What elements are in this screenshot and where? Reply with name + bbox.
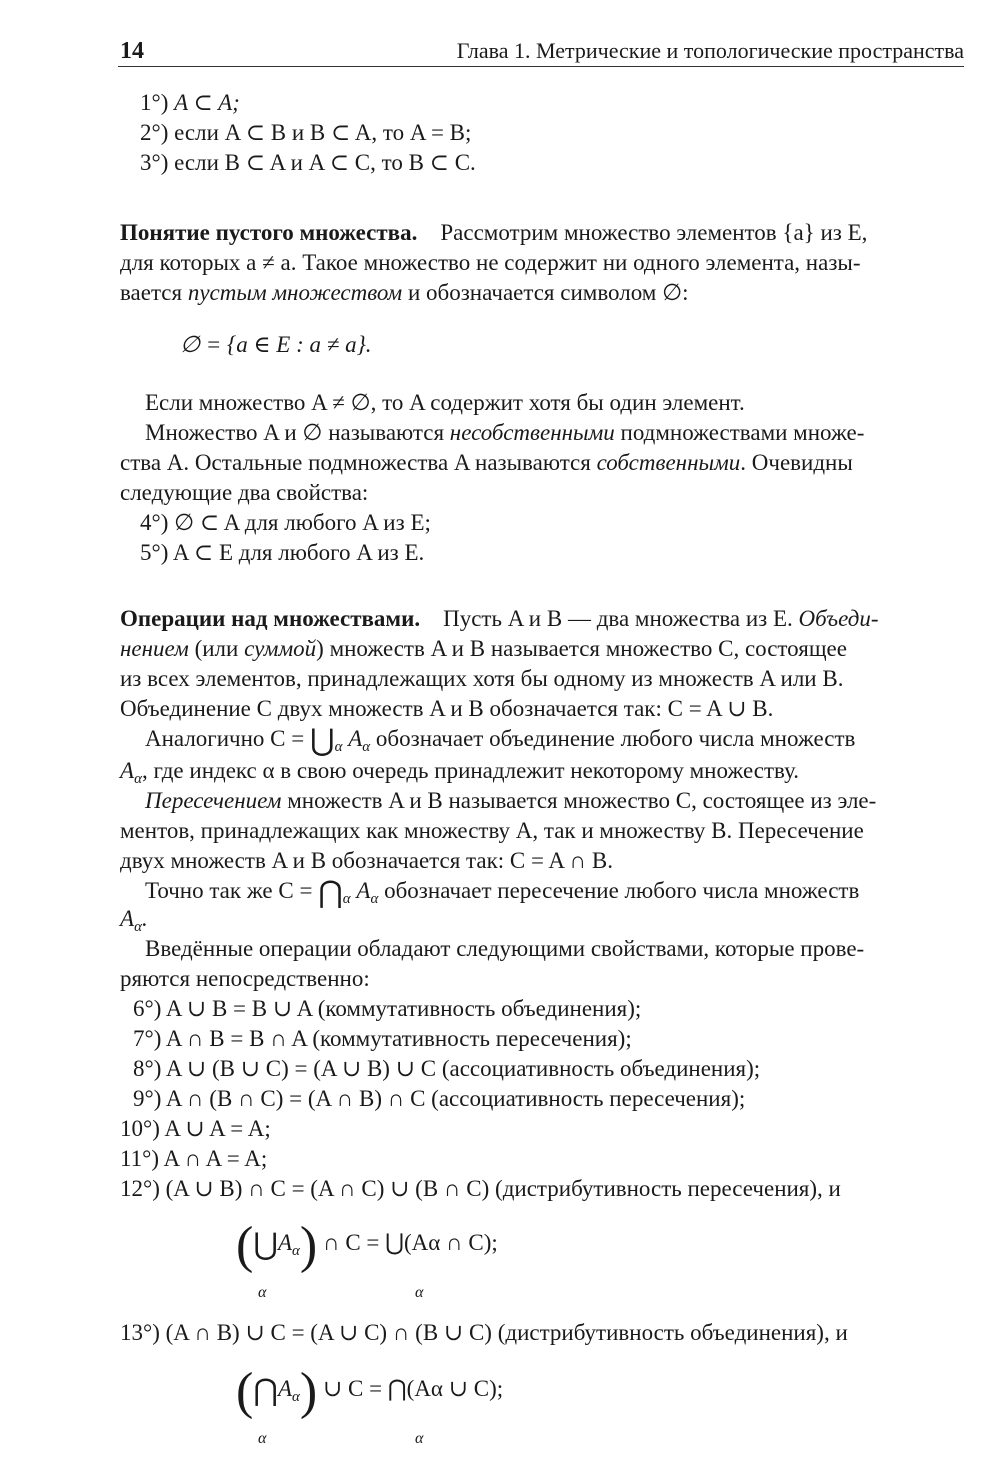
alpha-subscript: α [334,739,343,755]
operations-line10 [145,876,859,914]
chapter-title: Глава 1. Метрические и топологические пространства [456,38,964,63]
property-1 [140,88,240,118]
property-number: 8°) [133,1056,162,1081]
paragraph-text: ства A. Остальные подмножества A называются [120,450,591,475]
empty-set-line6 [120,448,853,478]
property-text: A ∪ B = B ∪ A (коммутативность объединения); [165,996,642,1021]
operations-line9: двух множеств A и B обозначается так: C = A ∩ B. [120,848,613,873]
header-rule [118,66,964,67]
paragraph-text: обозначает пересечение любого числа множеств [384,878,860,903]
paragraph-text: обозначает объединение любого числа множеств [375,726,856,751]
property-3 [140,148,476,178]
property-text: A ⊂ A; [174,90,240,115]
alpha-index: α [415,1430,424,1447]
empty-set-paragraph-line2: для которых a ≠ a. Такое множество не содержит ни одного элемента, назы- [120,250,861,275]
property-text: (A ∩ B) ∪ C = (A ∪ C) ∩ (B ∪ C) (дистрибутивность объединения), и [165,1320,848,1345]
property-number: 12°) [120,1176,160,1201]
property-text: A ⊂ E для любого A из E. [172,540,425,565]
empty-set-paragraph-line3 [120,278,689,308]
alpha-index: α [415,1284,424,1301]
property-number: 5°) [140,540,169,565]
emphasis-text: пустым множеством [187,280,403,305]
property-text: A ∪ (B ∪ C) = (A ∪ B) ∪ C (ассоциативность объединения); [165,1056,761,1081]
property-5 [140,538,424,568]
paragraph-text: вается [120,280,183,305]
paragraph-text: Пусть A и B — два множества из E. [443,606,793,631]
paragraph-text: ) множеств A и B называется множество C, состоящее [316,636,847,661]
property-number: 4°) [140,510,169,535]
property-13 [120,1318,848,1348]
operations-line8: ментов, принадлежащих как множеству A, так и множеству B. Пересечение [120,818,864,843]
left-paren: ( [236,1363,254,1420]
property-text: A ∩ B = B ∩ A (коммутативность пересечения); [165,1026,632,1051]
property-text: A ∩ A = A; [163,1146,268,1171]
property-text: A ∩ (B ∩ C) = (A ∩ B) ∩ C (ассоциативность пересечения); [165,1086,746,1111]
property-8 [133,1054,760,1084]
alpha-subscript: α [342,891,351,907]
paragraph-text: . Очевидны [740,450,853,475]
empty-set-line7: следующие два свойства: [120,480,369,505]
emphasis-text: суммой [244,636,317,661]
formula-rhs: ∪ C = ⋂(Aα ∪ C); [322,1376,504,1401]
paragraph-text: множеств A и B называется множество C, состоящее из эле- [287,788,877,813]
property-number: 3°) [140,150,169,175]
property-number: 10°) [120,1116,160,1141]
emphasis-text: Пересечением [145,788,282,813]
paragraph-text: подмножествами множе- [620,420,865,445]
a-alpha: $A_\alpha$ [348,726,371,755]
alpha-index: α [258,1284,267,1301]
a-alpha: $A_\alpha$ [356,878,379,907]
empty-set-formula: ∅ = {a ∈ E : a ≠ a}. [180,332,372,357]
operations-line12: Введённые операции обладают следующими свойствами, которые прове- [145,936,865,961]
emphasis-text: Объеди- [798,606,879,631]
operations-line11: $A_\alpha$. [120,906,148,935]
property-number: 13°) [120,1320,160,1345]
paragraph-text: и обозначается символом ∅: [407,280,689,305]
property-12 [120,1174,841,1204]
operations-line1 [120,604,879,634]
property-11 [120,1144,267,1174]
a-alpha: $A_\alpha$ [120,758,142,787]
intersection-symbol: ⋂ [253,1374,278,1407]
empty-set-line4: Если множество A ≠ ∅, то A содержит хотя бы один элемент. [145,390,745,415]
paragraph-text: (или [194,636,239,661]
property-text: если B ⊂ A и A ⊂ C, то B ⊂ C. [174,150,476,175]
property-number: 9°) [133,1086,162,1111]
formula-13 [236,1363,504,1420]
property-number: 11°) [120,1146,160,1171]
paragraph-text: Множество A и ∅ называются [145,420,445,445]
formula-12 [236,1217,498,1274]
page-number: 14 [120,38,144,64]
section-heading: Операции над множествами. [120,606,421,631]
property-number: 1°) [140,90,169,115]
property-7 [133,1024,632,1054]
property-9 [133,1084,745,1114]
empty-set-line5 [145,418,864,448]
operations-line2 [120,634,847,664]
property-text: (A ∪ B) ∩ C = (A ∩ C) ∪ (B ∩ C) (дистрибутивность пересечения), и [165,1176,841,1201]
operations-line6: $A_\alpha$, где индекс α в свою очередь принадлежит некоторому множеству. [120,758,800,787]
property-text: если A ⊂ B и B ⊂ A, то A = B; [174,120,472,145]
right-paren: ) [299,1363,318,1420]
left-paren: ( [236,1217,254,1274]
a-alpha: $A_\alpha$ [277,1230,300,1259]
property-10 [120,1114,271,1144]
property-number: 7°) [133,1026,162,1051]
property-6 [133,994,641,1024]
operations-line3: из всех элементов, принадлежащих хотя бы одному из множеств A или B. [120,666,844,691]
operations-line7 [145,786,876,816]
formula-rhs: ∩ C = ⋃(Aα ∩ C); [322,1230,498,1255]
property-text: A ∪ A = A; [164,1116,271,1141]
property-text: ∅ ⊂ A для любого A из E; [174,510,431,535]
paragraph-text: Точно так же C = [145,878,313,903]
emphasis-text: собственными [596,450,741,475]
union-symbol: ⋃ [310,724,335,757]
paragraph-text: Рассмотрим множество элементов {a} из E, [440,220,868,245]
paragraph-text: Аналогично C = [145,726,305,751]
property-number: 6°) [133,996,162,1021]
section-heading: Понятие пустого множества. [120,220,418,245]
intersection-symbol: ⋂ [318,876,343,909]
emphasis-text: несобственными [449,420,615,445]
operations-line4: Объединение C двух множеств A и B обозначается так: C = A ∪ B. [120,696,774,721]
property-2 [140,118,471,148]
emphasis-text: нением [120,636,189,661]
right-paren: ) [299,1217,318,1274]
paragraph-text: где индекс α в свою очередь принадлежит некоторому множеству. [153,758,800,783]
union-symbol: ⋃ [253,1228,278,1261]
operations-line13: ряются непосредственно: [120,966,370,991]
empty-set-paragraph-line1 [120,218,867,248]
property-number: 2°) [140,120,169,145]
property-4 [140,508,431,538]
a-alpha: $A_\alpha$ [277,1376,300,1405]
alpha-index: α [258,1430,267,1447]
